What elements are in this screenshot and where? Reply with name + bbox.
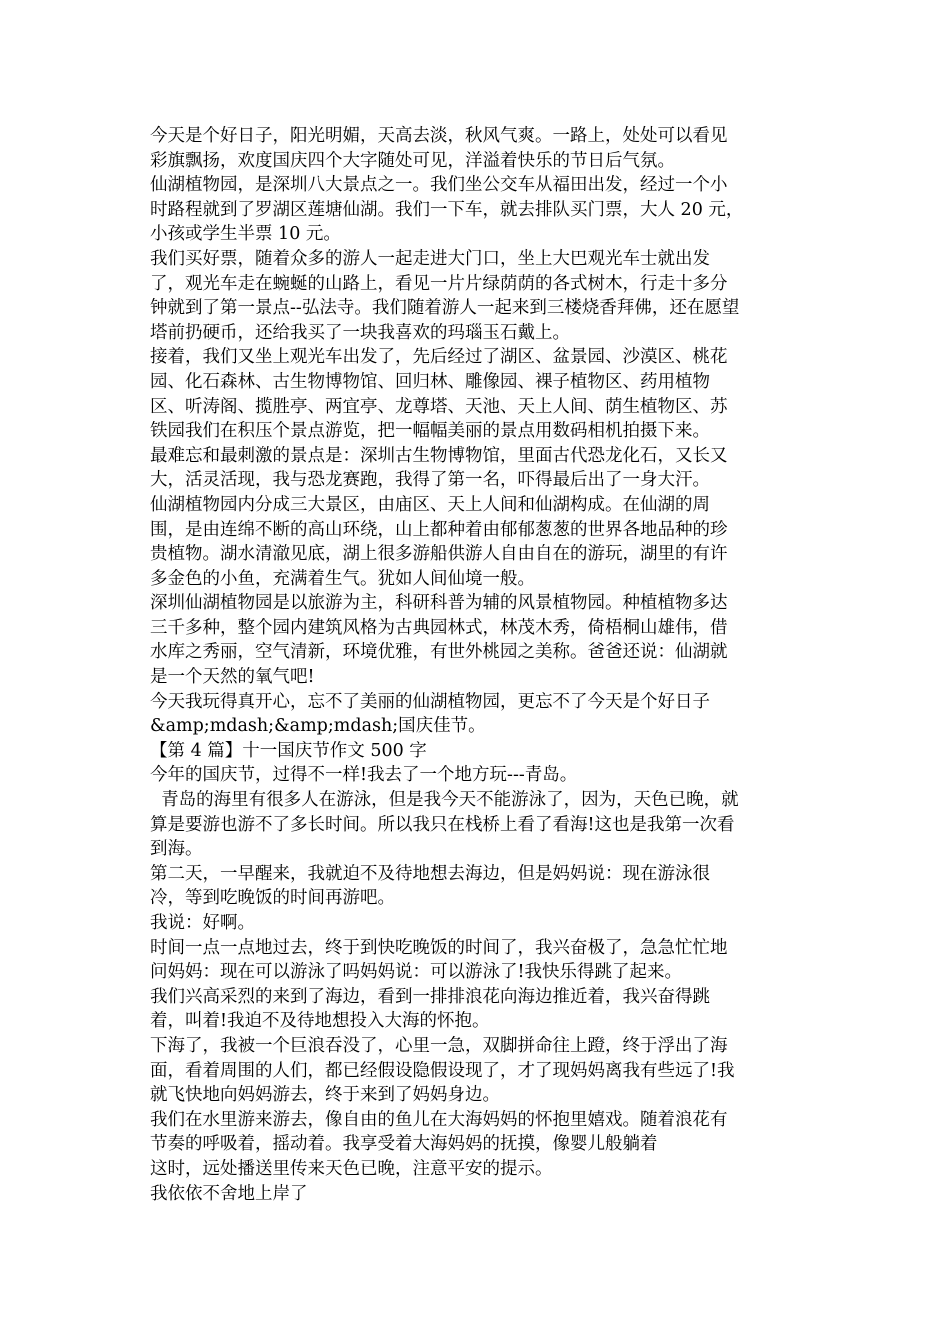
text-line: 冷，等到吃晚饭的时间再游吧。: [150, 888, 395, 909]
text-line: 下海了，我被一个巨浪吞没了，心里一急，双脚拼命往上蹬，终于浮出了海: [150, 1035, 728, 1056]
text-line: &amp;mdash;&amp;mdash;国庆佳节。: [150, 716, 486, 737]
text-line: 这时，远处播送里传来天色已晚，注意平安的提示。: [150, 1158, 553, 1179]
text-line: 了，观光车走在蜿蜒的山路上，看见一片片绿荫荫的各式树木，行走十多分: [150, 273, 728, 294]
text-line: 今天是个好日子，阳光明媚，天高去淡，秋风气爽。一路上，处处可以看见: [150, 126, 728, 146]
text-line: 青岛的海里有很多人在游泳，但是我今天不能游泳了，因为，天色已晚，就: [150, 790, 739, 811]
text-line: 面，看着周围的人们，都已经假设隐假设现了，才了现妈妈离我有些远了!我: [150, 1060, 735, 1081]
text-line: 问妈妈：现在可以游泳了吗妈妈说：可以游泳了!我快乐得跳了起来。: [150, 962, 683, 983]
text-line: 接着，我们又坐上观光车出发了，先后经过了湖区、盆景园、沙漠区、桃花: [150, 347, 728, 368]
text-line: 我依依不舍地上岸了: [150, 1183, 308, 1204]
text-line: 深圳仙湖植物园是以旅游为主，科研科普为辅的风景植物园。种植植物多达: [150, 593, 728, 614]
text-line: 时间一点一点地过去，终于到快吃晚饭的时间了，我兴奋极了，急急忙忙地: [150, 937, 728, 958]
text-line: 三千多种，整个园内建筑风格为古典园林式，林茂木秀，倚梧桐山雄伟，借: [150, 617, 728, 638]
text-line: 我说：好啊。: [150, 913, 255, 933]
text-line: 算是要游也游不了多长时间。所以我只在栈桥上看了看海!这也是我第一次看: [150, 814, 735, 835]
text-line: 最难忘和最刺激的景点是：深圳古生物博物馆，里面古代恐龙化石，又长又: [150, 445, 728, 466]
text-line: 小孩或学生半票 10 元。: [150, 224, 341, 245]
text-line: 塔前扔硬币，还给我买了一块我喜欢的玛瑙玉石戴上。: [150, 322, 570, 343]
text-line: 是一个天然的氧气吧!: [150, 667, 315, 688]
text-line: 彩旗飘扬，欢度国庆四个大字随处可见，洋溢着快乐的节日后气氛。: [150, 150, 675, 171]
text-line: 仙湖植物园内分成三大景区，由庙区、天上人间和仙湖构成。在仙湖的周: [150, 494, 710, 515]
text-line: 钟就到了第一景点--弘法寺。我们随着游人一起来到三楼烧香拜佛，还在愿望: [150, 298, 740, 319]
text-line: 今年的国庆节，过得不一样!我去了一个地方玩---青岛。: [150, 765, 578, 786]
text-line: 节奏的呼吸着，摇动着。我享受着大海妈妈的抚摸，像婴儿般躺着: [150, 1134, 658, 1155]
text-line: 多金色的小鱼，充满着生气。犹如人间仙境一般。: [150, 568, 535, 589]
text-line: 水库之秀丽，空气清新，环境优雅，有世外桃园之美称。爸爸还说：仙湖就: [150, 642, 728, 663]
text-line: 园、化石森林、古生物博物馆、回归林、雕像园、裸子植物区、药用植物: [150, 371, 710, 392]
text-line: 就飞快地向妈妈游去，终于来到了妈妈身边。: [150, 1085, 500, 1106]
text-line: 区、听涛阁、揽胜亭、两宜亭、龙尊塔、天池、天上人间、荫生植物区、苏: [150, 396, 728, 417]
text-line: 我们买好票，随着众多的游人一起走进大门口，坐上大巴观光车士就出发: [150, 248, 710, 269]
text-line: 我们在水里游来游去，像自由的鱼儿在大海妈妈的怀抱里嬉戏。随着浪花有: [150, 1109, 728, 1130]
text-line: 贵植物。湖水清澈见底，湖上很多游船供游人自由自在的游玩，湖里的有许: [150, 544, 728, 565]
text-line: 围，是由连绵不断的高山环绕，山上都种着由郁郁葱葱的世界各地品种的珍: [150, 519, 728, 540]
text-line: 着，叫着!我迫不及待地想投入大海的怀抱。: [150, 1011, 490, 1032]
text-line: 今天我玩得真开心，忘不了美丽的仙湖植物园，更忘不了今天是个好日子: [150, 691, 710, 712]
article-text: [150, 124, 800, 1206]
text-line: 我们兴高采烈的来到了海边，看到一排排浪花向海边推近着，我兴奋得跳: [150, 986, 710, 1007]
text-line: 到海。: [150, 839, 203, 860]
text-line: 第二天，一早醒来，我就迫不及待地想去海边，但是妈妈说：现在游泳很: [150, 863, 710, 884]
text-line: 时路程就到了罗湖区莲塘仙湖。我们一下车，就去排队买门票，大人 20 元，: [150, 199, 744, 220]
text-line: 仙湖植物园，是深圳八大景点之一。我们坐公交车从福田出发，经过一个小: [150, 175, 728, 196]
text-line: 铁园我们在积压个景点游览，把一幅幅美丽的景点用数码相机拍摄下来。: [150, 421, 710, 442]
text-line: 大，活灵活现，我与恐龙赛跑，我得了第一名，吓得最后出了一身大汗。: [150, 470, 710, 491]
section-heading: 【第 4 篇】十一国庆节作文 500 字: [150, 740, 427, 761]
